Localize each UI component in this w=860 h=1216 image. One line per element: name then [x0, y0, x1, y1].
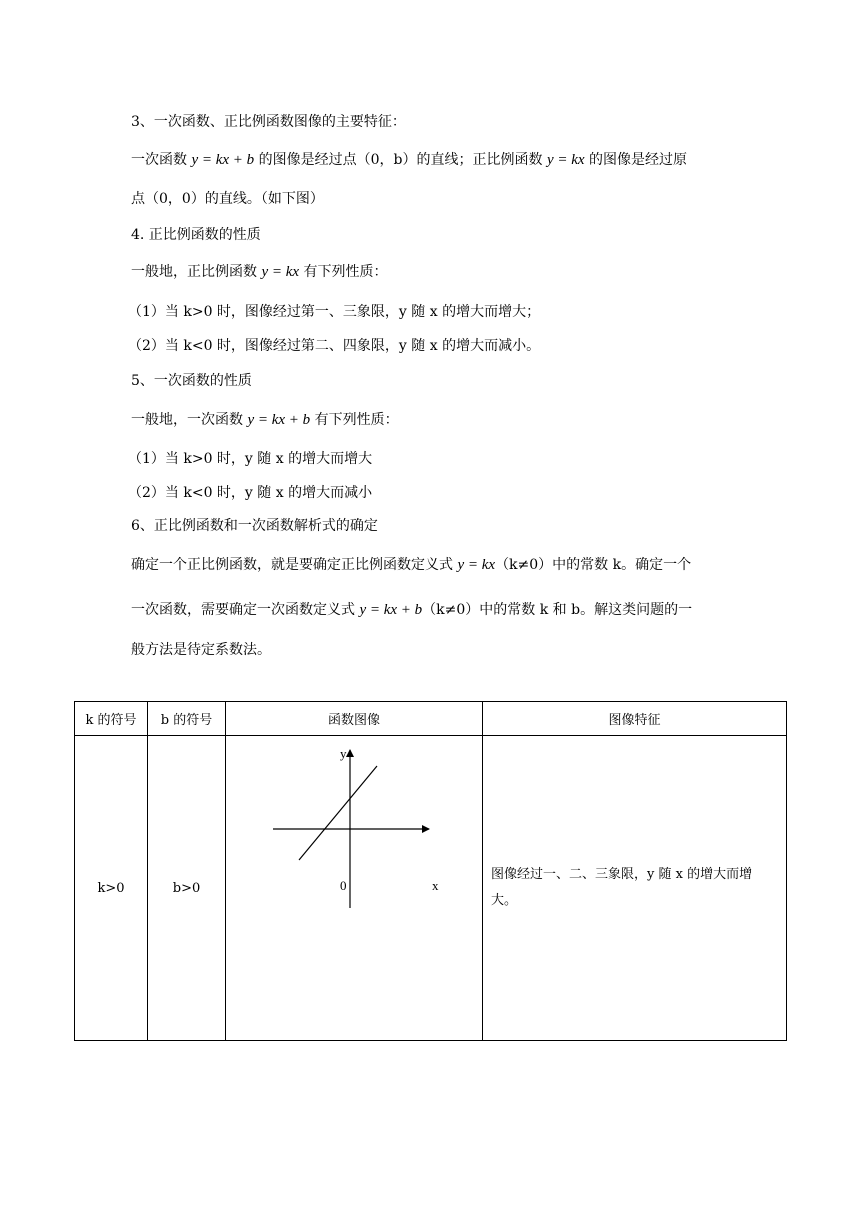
section6-heading: 6、正比例函数和一次函数解析式的确定	[131, 518, 378, 534]
formula-proportional: y = kx	[546, 152, 585, 168]
section5-heading: 5、一次函数的性质	[131, 373, 252, 389]
section3-heading: 3、一次函数、正比例函数图像的主要特征：	[131, 114, 406, 130]
cell-feature: 图像经过一、二、三象限，y 随 x 的增大而增大。	[483, 736, 787, 1041]
section3-paragraph-line2: 点（0，0）的直线。（如下图）	[131, 191, 324, 207]
section5-item2: （2）当 k<0 时，y 随 x 的增大而减小	[128, 485, 373, 501]
section6-paragraph-line3: 般方法是待定系数法。	[131, 642, 271, 658]
header-graph: 函数图像	[226, 702, 483, 736]
section4-heading: 4. 正比例函数的性质	[131, 227, 261, 243]
header-feature: 图像特征	[483, 702, 787, 736]
header-k-sign: k 的符号	[75, 702, 148, 736]
origin-label: 0	[340, 878, 347, 893]
function-properties-table	[74, 701, 787, 1041]
section4-item2: （2）当 k<0 时，图像经过第二、四象限，y 随 x 的增大而减小。	[128, 338, 541, 354]
linear-function-graph	[226, 736, 483, 1040]
section5-intro: 一般地，一次函数 y = kx + b 有下列性质：	[131, 412, 399, 428]
cell-k-sign: k>0	[75, 736, 148, 1041]
cell-graph	[226, 736, 483, 1041]
x-axis-label: x	[432, 878, 439, 893]
section6-paragraph-line2: 一次函数，需要确定一次函数定义式 y = kx + b（k≠0）中的常数 k 和 b。解这类问题的一	[131, 602, 693, 618]
formula-proportional: y = kx	[457, 557, 496, 573]
header-b-sign: b 的符号	[148, 702, 226, 736]
section4-item1: （1）当 k>0 时，图像经过第一、三象限，y 随 x 的增大而增大；	[128, 304, 541, 320]
function-line	[299, 766, 377, 860]
table-row	[75, 736, 787, 1041]
formula-proportional: y = kx	[261, 264, 300, 280]
table-header-row	[75, 702, 787, 736]
section3-paragraph-line1: 一次函数 y = kx + b 的图像是经过点（0，b）的直线；正比例函数 y = kx 的图像是经过原	[131, 152, 688, 168]
section6-paragraph-line1: 确定一个正比例函数，就是要确定正比例函数定义式 y = kx（k≠0）中的常数 k。确定一个	[131, 557, 692, 573]
formula-linear: y = kx + b	[191, 152, 255, 168]
y-axis-label: y	[340, 746, 347, 761]
formula-linear: y = kx + b	[247, 412, 311, 428]
cell-b-sign: b>0	[148, 736, 226, 1041]
formula-linear: y = kx + b	[359, 602, 423, 618]
section5-item1: （1）当 k>0 时，y 随 x 的增大而增大	[128, 451, 373, 467]
section4-intro: 一般地，正比例函数 y = kx 有下列性质：	[131, 264, 388, 280]
